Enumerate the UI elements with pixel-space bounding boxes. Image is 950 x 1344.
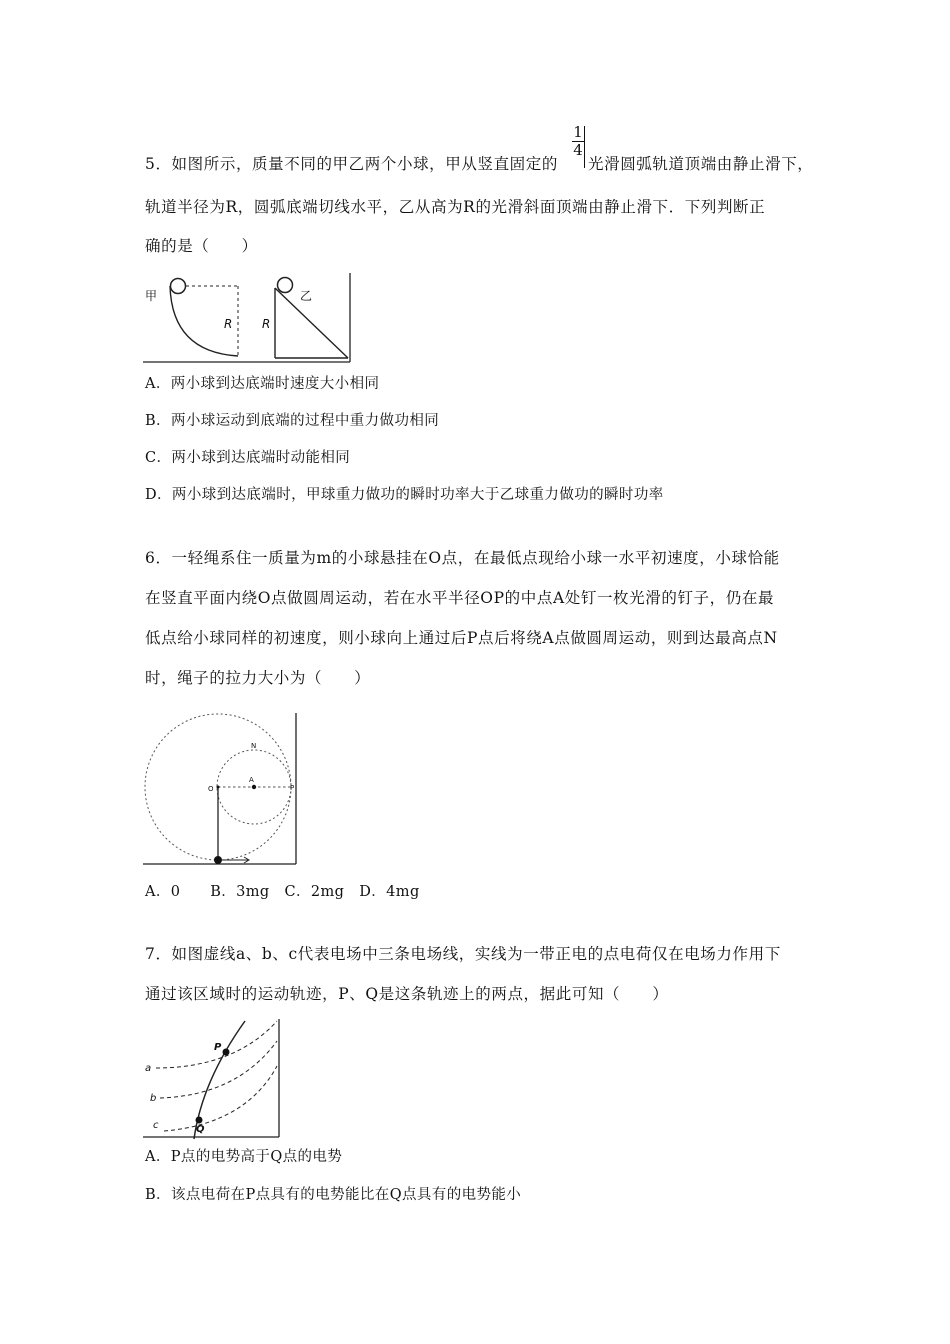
q5-option-b: B．两小球运动到底端的过程中重力做功相同 [145, 413, 440, 429]
q5-figure [140, 270, 355, 365]
q6-ball [214, 856, 222, 864]
q6-point-o [217, 786, 220, 789]
q6-text-line-2: 在竖直平面内绕O点做圆周运动，若在水平半径OP的中点A处钉一枚光滑的钉子，仍在最 [145, 589, 775, 607]
q5-label-jia: 甲 [145, 289, 158, 303]
q5-label-yi: 乙 [300, 289, 313, 303]
q5-label-r1: R [224, 317, 233, 331]
q6-label-n: N [251, 742, 257, 750]
q6-text-line-3: 低点给小球同样的初速度，则小球向上通过后P点后将绕A点做圆周运动，则到达最高点N [145, 629, 778, 647]
q7-label-c: c [153, 1120, 159, 1131]
q7-field-line-c [164, 1066, 277, 1131]
q5-text-line-1a: 5．如图所示，质量不同的甲乙两个小球，甲从竖直固定的 [145, 155, 558, 173]
q6-figure [140, 710, 300, 868]
q5-text-line-3: 确的是（ ） [145, 237, 258, 255]
q5-text-line-1b: 光滑圆弧轨道顶端由静止滑下， [588, 155, 814, 173]
q5-fraction-denominator: 4 [573, 141, 583, 159]
q6-label-p: P [290, 784, 295, 792]
q6-text-line-4: 时，绳子的拉力大小为（ ） [145, 669, 371, 687]
q5-ball-yi [278, 278, 293, 293]
q5-fraction-mark [584, 126, 585, 168]
q7-label-a: a [145, 1063, 152, 1074]
q7-point-p [223, 1049, 230, 1056]
q7-option-b: B．该点电荷在P点具有的电势能比在Q点具有的电势能小 [145, 1187, 522, 1203]
q6-label-a: A [249, 776, 254, 784]
q7-label-b: b [150, 1093, 157, 1104]
q6-nail-a [252, 785, 256, 789]
q7-option-a: A．P点的电势高于Q点的电势 [145, 1149, 343, 1165]
q7-text-line-2: 通过该区域时的运动轨迹，P、Q是这条轨迹上的两点，据此可知（ ） [145, 985, 669, 1003]
q5-text-line-2: 轨道半径为R，圆弧底端切线水平，乙从高为R的光滑斜面顶端由静止滑下．下列判断正 [145, 198, 766, 216]
q6-options: A．0 B．3mg C．2mg D．4mg [145, 884, 420, 900]
q5-label-r2: R [262, 317, 271, 331]
q5-option-c: C．两小球到达底端时动能相同 [145, 450, 351, 466]
q5-option-a: A．两小球到达底端时速度大小相同 [145, 376, 380, 392]
q5-option-d: D．两小球到达底端时，甲球重力做功的瞬时功率大于乙球重力做功的瞬时功率 [145, 487, 664, 503]
q6-label-o: O [208, 785, 214, 793]
q7-figure [140, 1016, 285, 1141]
q6-text-line-1: 6．一轻绳系住一质量为m的小球悬挂在O点，在最低点现给小球一水平初速度，小球恰能 [145, 549, 780, 567]
q7-text-line-1: 7．如图虚线a、b、c代表电场中三条电场线，实线为一带正电的点电荷仅在电场力作用下 [145, 945, 781, 963]
q7-point-q [196, 1117, 203, 1124]
q7-label-q: Q [196, 1124, 205, 1135]
q5-fraction [571, 124, 585, 159]
q7-label-p: P [214, 1042, 222, 1053]
q5-fraction-numerator: 1 [573, 123, 583, 141]
q5-ball-jia [171, 279, 186, 294]
